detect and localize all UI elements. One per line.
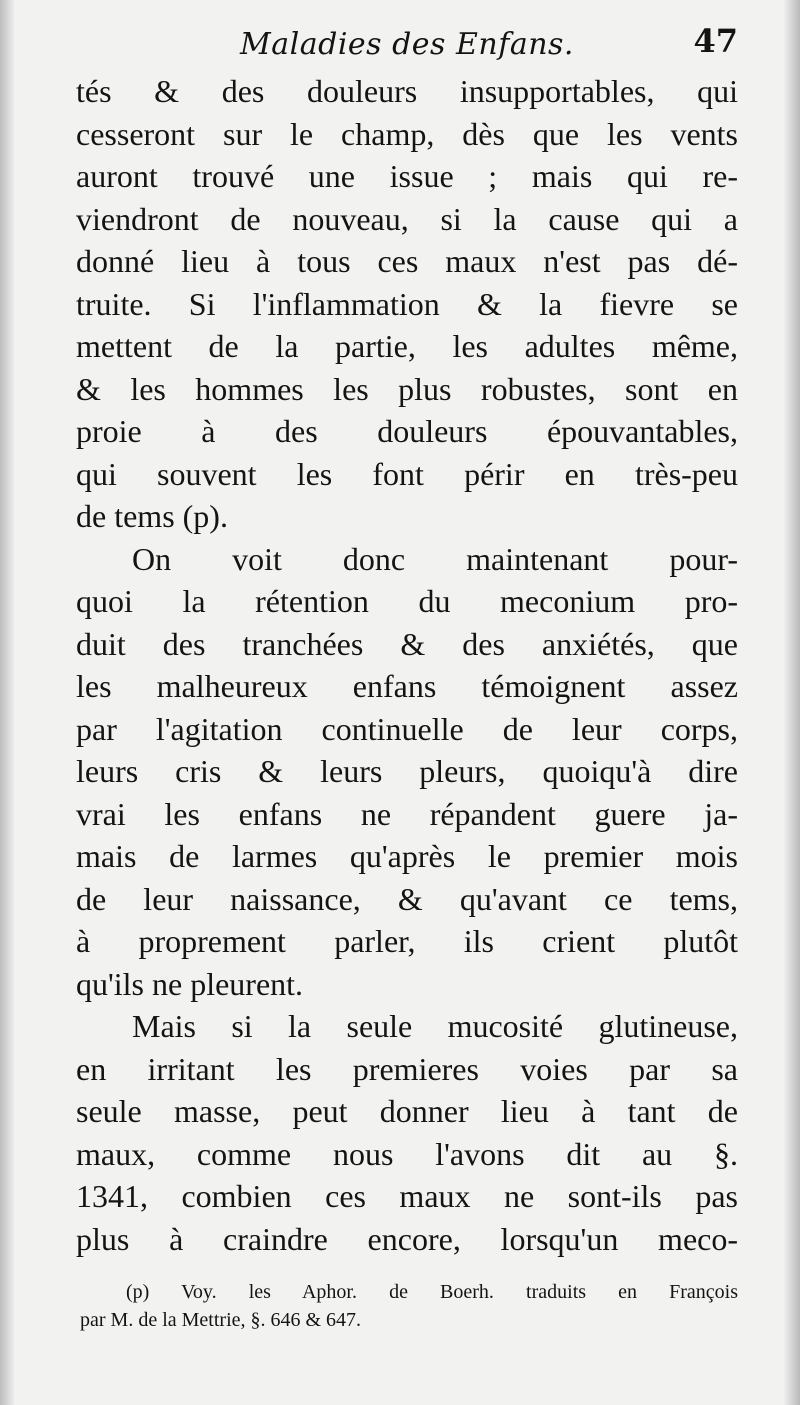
text-line: duit des tranchées & des anxiétés, que <box>76 625 738 662</box>
text-line: vrai les enfans ne répandent guere ja- <box>76 795 738 832</box>
text-line: qu'ils ne pleurent. <box>76 965 304 1002</box>
text-line: auront trouvé une issue ; mais qui re- <box>76 158 738 194</box>
footnote <box>76 1278 738 1334</box>
text-line: par l'agitation continuelle de leur corps, <box>76 710 738 747</box>
text-line: truite. Si l'inflammation & la fievre se <box>76 285 738 322</box>
text-line: à proprement parler, ils crient plutôt <box>76 923 738 959</box>
text-line: Mais si la seule mucosité glutineuse, <box>132 1008 738 1044</box>
text-line: donné lieu à tous ces maux n'est pas dé- <box>76 243 738 279</box>
text-line: On voit donc maintenant pour- <box>132 540 738 577</box>
text-line: qui souvent les font périr en très-peu <box>76 455 738 492</box>
text-line: de tems (p). <box>76 498 228 534</box>
text-line: tés & des douleurs insupportables, qui <box>76 73 738 109</box>
text-line: seule masse, peut donner lieu à tant de <box>76 1093 738 1129</box>
text-line: maux, comme nous l'avons dit au §. <box>76 1135 738 1172</box>
text-line: proie à des douleurs épouvantables, <box>76 413 738 449</box>
text-line: viendront de nouveau, si la cause qui a <box>76 200 738 237</box>
page-right-edge <box>784 0 800 1405</box>
text-line: de leur naissance, & qu'avant ce tems, <box>76 880 738 917</box>
footnote-line: (p) Voy. les Aphor. de Boerh. traduits en François <box>126 1281 738 1303</box>
text-line: & les hommes les plus robustes, sont en <box>76 370 738 407</box>
text-line: 1341, combien ces maux ne sont-ils pas <box>76 1178 738 1214</box>
running-title: Maladies des Enfans. <box>240 27 574 62</box>
text-line: mettent de la partie, les adultes même, <box>76 328 738 364</box>
text-line: quoi la rétention du meconium pro- <box>76 583 738 619</box>
text-line: en irritant les premieres voies par sa <box>76 1050 738 1087</box>
footnote-line: par M. de la Mettrie, §. 646 & 647. <box>80 1309 362 1331</box>
page-number: 47 <box>693 22 738 60</box>
text-line: les malheureux enfans témoignent assez <box>76 668 738 704</box>
text-line: leurs cris & leurs pleurs, quoiqu'à dire <box>76 753 738 789</box>
text-line: cesseront sur le champ, dès que les vents <box>76 115 738 152</box>
text-line: plus à craindre encore, lorsqu'un meco- <box>76 1220 738 1257</box>
page-header <box>76 18 738 62</box>
page-left-edge <box>0 0 14 1405</box>
text-line: mais de larmes qu'après le premier mois <box>76 838 738 874</box>
body-text <box>76 70 738 1260</box>
